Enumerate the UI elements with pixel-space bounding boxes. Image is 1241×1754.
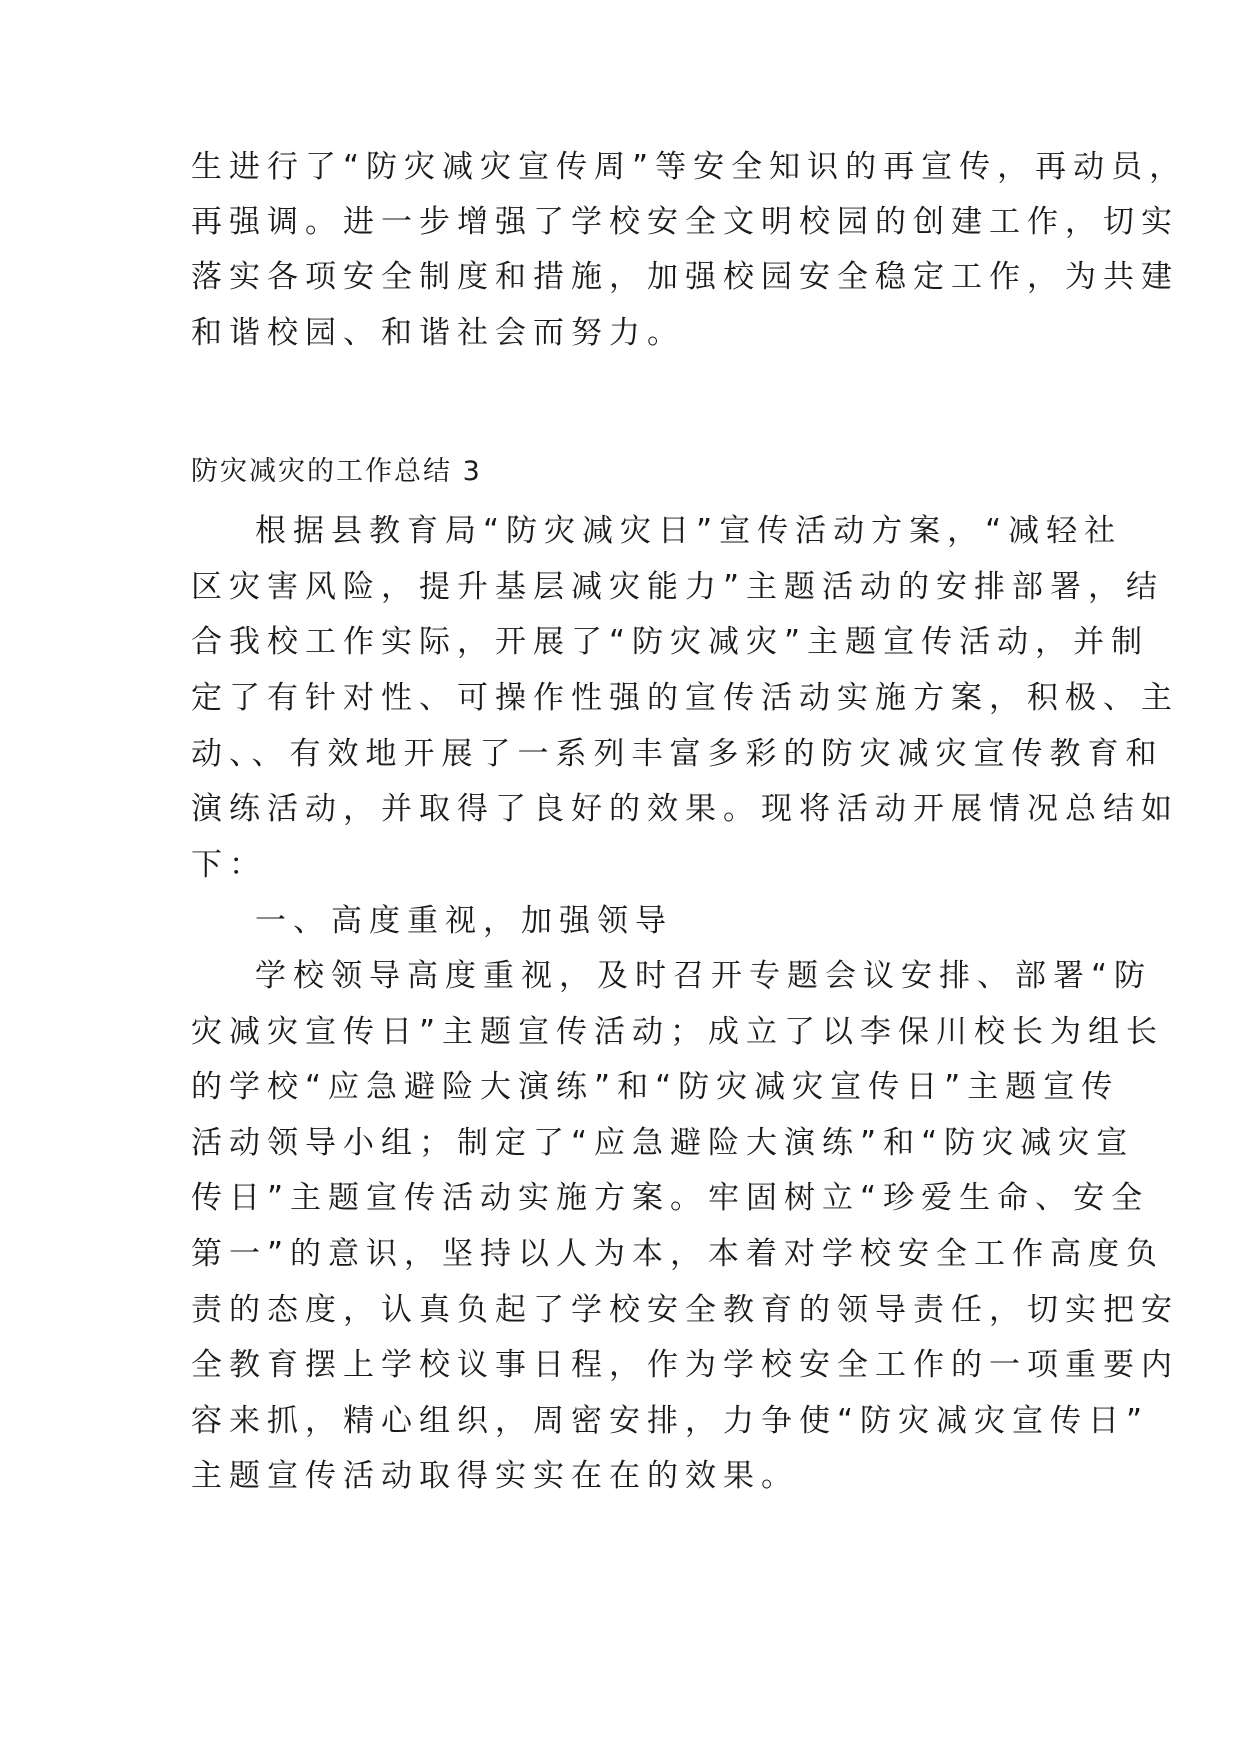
paragraph-line: 演练活动，并取得了良好的效果。现将活动开展情况总结如 <box>191 791 1179 827</box>
paragraph-line: 根据县教育局“防灾减灾日”宣传活动方案，“减轻社 <box>255 513 1123 549</box>
paragraph-line: 责的态度，认真负起了学校安全教育的领导责任，切实把安 <box>191 1292 1179 1328</box>
paragraph-line: 学校领导高度重视，及时召开专题会议安排、部署“防 <box>255 958 1153 994</box>
subheading: 一、高度重视，加强领导 <box>255 903 673 939</box>
paragraph-line: 区灾害风险，提升基层减灾能力”主题活动的安排部署，结 <box>191 569 1165 605</box>
paragraph-line: 定了有针对性、可操作性强的宣传活动实施方案，积极、主 <box>191 680 1179 716</box>
paragraph-line: 生进行了“防灾减灾宣传周”等安全知识的再宣传，再动员， <box>191 149 1188 185</box>
paragraph-line: 全教育摆上学校议事日程，作为学校安全工作的一项重要内 <box>191 1347 1179 1383</box>
paragraph-line: 传日”主题宣传活动实施方案。牢固树立“珍爱生命、安全 <box>191 1180 1150 1216</box>
paragraph-line: 和谐校园、和谐社会而努力。 <box>191 315 685 351</box>
paragraph-line: 灾减灾宣传日”主题宣传活动；成立了以李保川校长为组长 <box>191 1014 1165 1050</box>
paragraph-line: 再强调。进一步增强了学校安全文明校园的创建工作，切实 <box>191 204 1179 240</box>
paragraph-line: 动、、有效地开展了一系列丰富多彩的防灾减灾宣传教育和 <box>191 736 1164 772</box>
paragraph-line: 的学校“应急避险大演练”和“防灾减灾宣传日”主题宣传 <box>191 1069 1120 1105</box>
paragraph-line: 下： <box>191 847 267 883</box>
paragraph-line: 容来抓，精心组织，周密安排，力争使“防灾减灾宣传日” <box>191 1403 1150 1439</box>
section-title: 防灾减灾的工作总结 3 <box>191 456 482 487</box>
paragraph-line: 落实各项安全制度和措施，加强校园安全稳定工作，为共建 <box>191 259 1179 295</box>
paragraph-line: 主题宣传活动取得实实在在的效果。 <box>191 1458 799 1494</box>
paragraph-line: 第一”的意识，坚持以人为本，本着对学校安全工作高度负 <box>191 1236 1165 1272</box>
paragraph-line: 活动领导小组；制定了“应急避险大演练”和“防灾减灾宣 <box>191 1125 1135 1161</box>
paragraph-line: 合我校工作实际，开展了“防灾减灾”主题宣传活动，并制 <box>191 624 1150 660</box>
